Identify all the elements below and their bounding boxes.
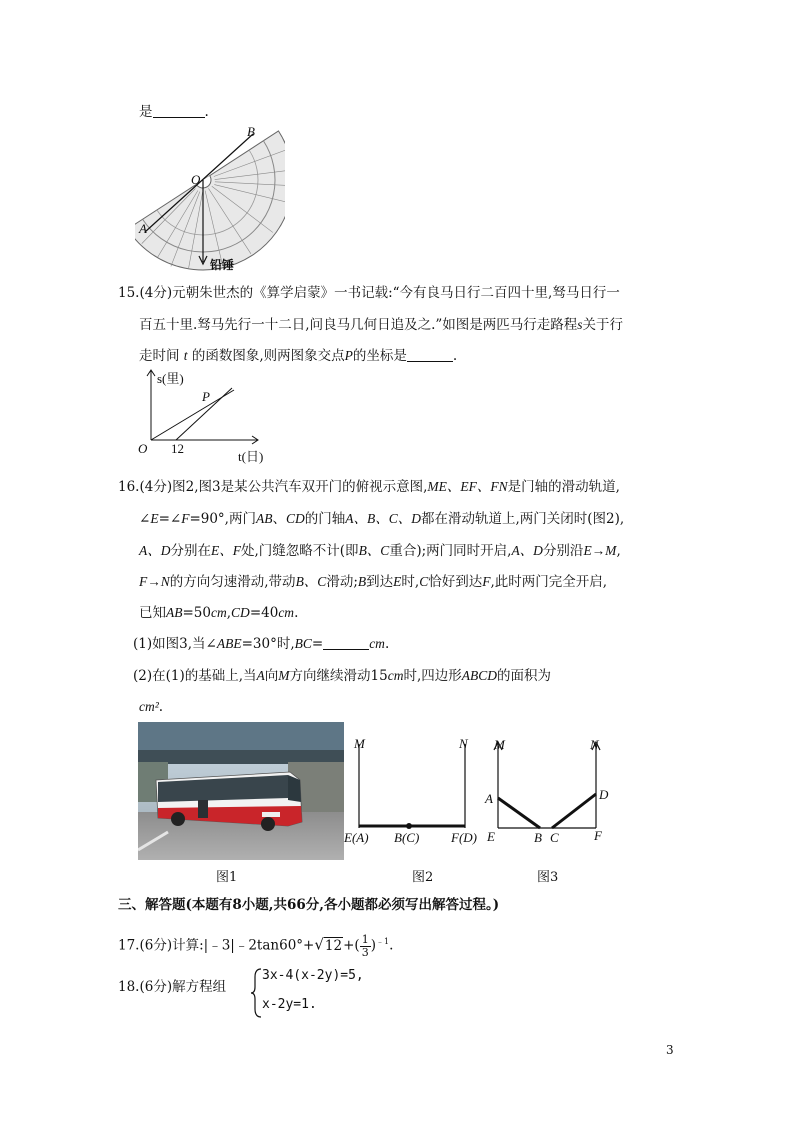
fig2-n: N bbox=[459, 736, 468, 751]
fig3-c: C bbox=[550, 830, 559, 845]
fraction-one-third: $\frac{1}{3}$ bbox=[361, 932, 369, 959]
fig3-a: A bbox=[485, 791, 493, 806]
q16-sub2-unit: cm². bbox=[139, 699, 164, 715]
q16-line5: 已知AB=50cm,CD=40cm. bbox=[139, 605, 299, 621]
graph15-y-label: s(里) bbox=[157, 371, 184, 386]
fig2-fd: F(D) bbox=[451, 830, 477, 845]
label-b: B bbox=[247, 124, 255, 139]
graph15-origin: O bbox=[138, 441, 148, 456]
plumb-label: 铅锤 bbox=[210, 258, 235, 272]
q18-eq1: 3x-4(x-2y)=5, bbox=[262, 968, 364, 983]
q18-eq2: x-2y=1. bbox=[262, 997, 317, 1012]
answer-blank[interactable] bbox=[407, 347, 453, 362]
fig2-ea: E(A) bbox=[344, 830, 369, 845]
q14-tail: 是 . bbox=[139, 104, 209, 120]
q16-sub2: (2)在(1)的基础上,当A向M方向继续滑动15cm时,四边形ABCD的面积为 bbox=[133, 668, 552, 684]
graph15-tick: 12 bbox=[171, 441, 184, 456]
answer-blank[interactable] bbox=[153, 103, 205, 118]
q16-line3: A、D分别在E、F处,门缝忽略不计(即B、C重合);两门同时开启,A、D分别沿E→M, bbox=[139, 543, 621, 559]
q16-line1: 16.(4分)图2,图3是某公共汽车双开门的俯视示意图,ME、EF、FN是门轴的滑动轨道, bbox=[118, 479, 620, 495]
graph15-x-label: t(日) bbox=[238, 449, 264, 464]
fig2-bc: B(C) bbox=[394, 830, 420, 845]
fig3-b: B bbox=[534, 830, 542, 845]
protractor-figure bbox=[135, 122, 285, 272]
q15-line2: 百五十里.驽马先行一十二日,问良马几何日追及之.”如图是两匹马行走路程s关于行 bbox=[139, 317, 624, 333]
q18: 18.(6分)解方程组 bbox=[118, 979, 227, 995]
fig3-m: M bbox=[494, 737, 505, 752]
q15-line3: 走时间 t 的函数图象,则两图象交点P的坐标是 . bbox=[139, 348, 458, 364]
fig3-d: D bbox=[599, 787, 609, 802]
q16-sub1: (1)如图3,当∠ABE=30°时,BC= cm. bbox=[133, 636, 390, 652]
fig3-f: F bbox=[594, 828, 602, 843]
bus-photo bbox=[138, 722, 344, 860]
fig2-caption: 图2 bbox=[412, 870, 434, 885]
fig3-e: E bbox=[487, 829, 495, 844]
q17: 17.(6分)计算:|﹣3|﹣2tan60°+√12+( $\frac{1}{3}$ )$^{﹣1}$. bbox=[118, 932, 394, 959]
label-a: A bbox=[139, 221, 147, 236]
section3-title: 三、解答题(本题有8小题,共66分,各小题都必须写出解答过程。) bbox=[118, 897, 500, 913]
graph15-point-p: P bbox=[202, 389, 210, 404]
q15-line1: 15.(4分)元朝朱世杰的《算学启蒙》一书记载:“今有良马日行二百四十里,驽马日行一 bbox=[118, 285, 620, 301]
q16-line4: F→N的方向匀速滑动,带动B、C滑动;B到达E时,C恰好到达F,此时两门完全开启, bbox=[139, 574, 608, 590]
label-o: O bbox=[191, 172, 201, 187]
page-number: 3 bbox=[666, 1043, 674, 1057]
q16-line2: ∠E=∠F=90°,两门AB、CD的门轴A、B、C、D都在滑动轨道上,两门关闭时(图2), bbox=[139, 511, 625, 527]
fig3-caption: 图3 bbox=[537, 870, 559, 885]
fig2-m: M bbox=[354, 736, 365, 751]
fig3-n: N bbox=[590, 737, 599, 752]
answer-blank[interactable] bbox=[323, 635, 369, 650]
fig1-caption: 图1 bbox=[216, 870, 238, 885]
